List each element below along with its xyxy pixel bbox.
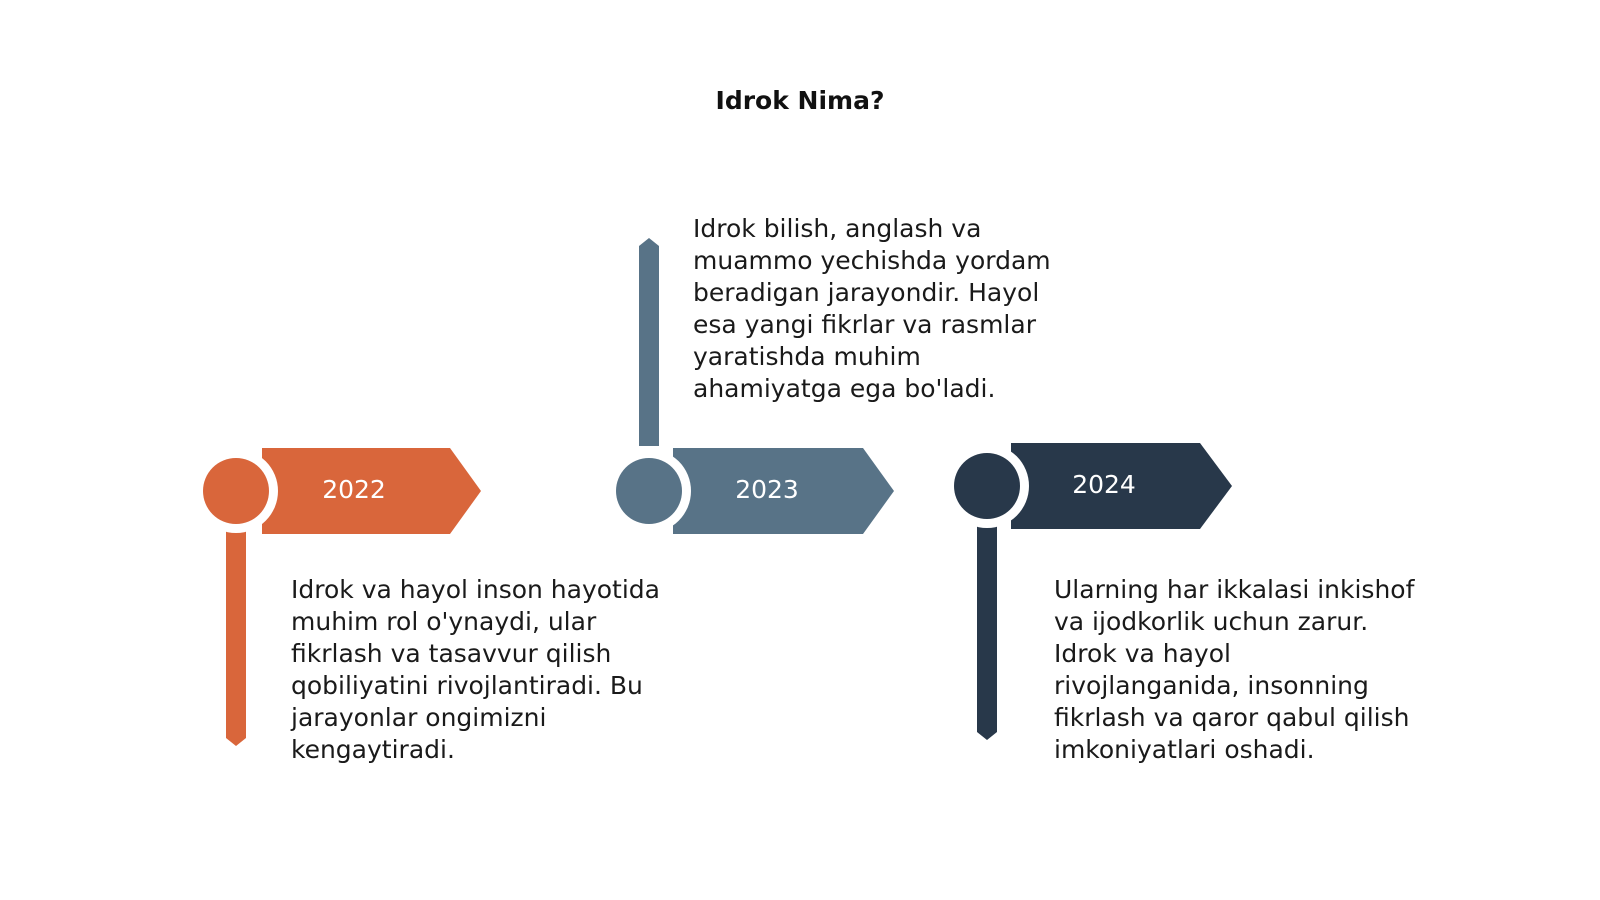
milestone-2023-dot — [616, 458, 682, 524]
milestone-2024-stem — [977, 518, 997, 740]
milestone-2022-year: 2022 — [322, 475, 386, 504]
milestone-2022-stem — [226, 520, 246, 746]
milestone-2023-description: Idrok bilish, anglash va muammo yechishda yordam beradigan jarayondir. Hayol esa yangi fikrlar va rasmlar yaratishda muhim ahamiyatga ega bo'ladi. — [693, 214, 1051, 403]
milestone-2024-description: Ularning har ikkalasi inkishof va ijodkorlik uchun zarur. Idrok va hayol rivojlanganida, insonning fikrlash va qaror qabul qilish imkoniyatlari oshadi. — [1054, 575, 1415, 764]
milestone-2023-year: 2023 — [735, 475, 799, 504]
milestone-2023-stem — [639, 238, 659, 446]
milestone-2022-dot — [203, 458, 269, 524]
milestone-2024-dot — [954, 453, 1020, 519]
page-title: Idrok Nima? — [715, 86, 885, 115]
milestone-2022-description: Idrok va hayol inson hayotida muhim rol o'ynaydi, ular fikrlash va tasavvur qilish qobiliyatini rivojlantiradi. Bu jarayonlar ongimizni kengaytiradi. — [291, 575, 660, 764]
milestone-2024-year: 2024 — [1072, 470, 1136, 499]
